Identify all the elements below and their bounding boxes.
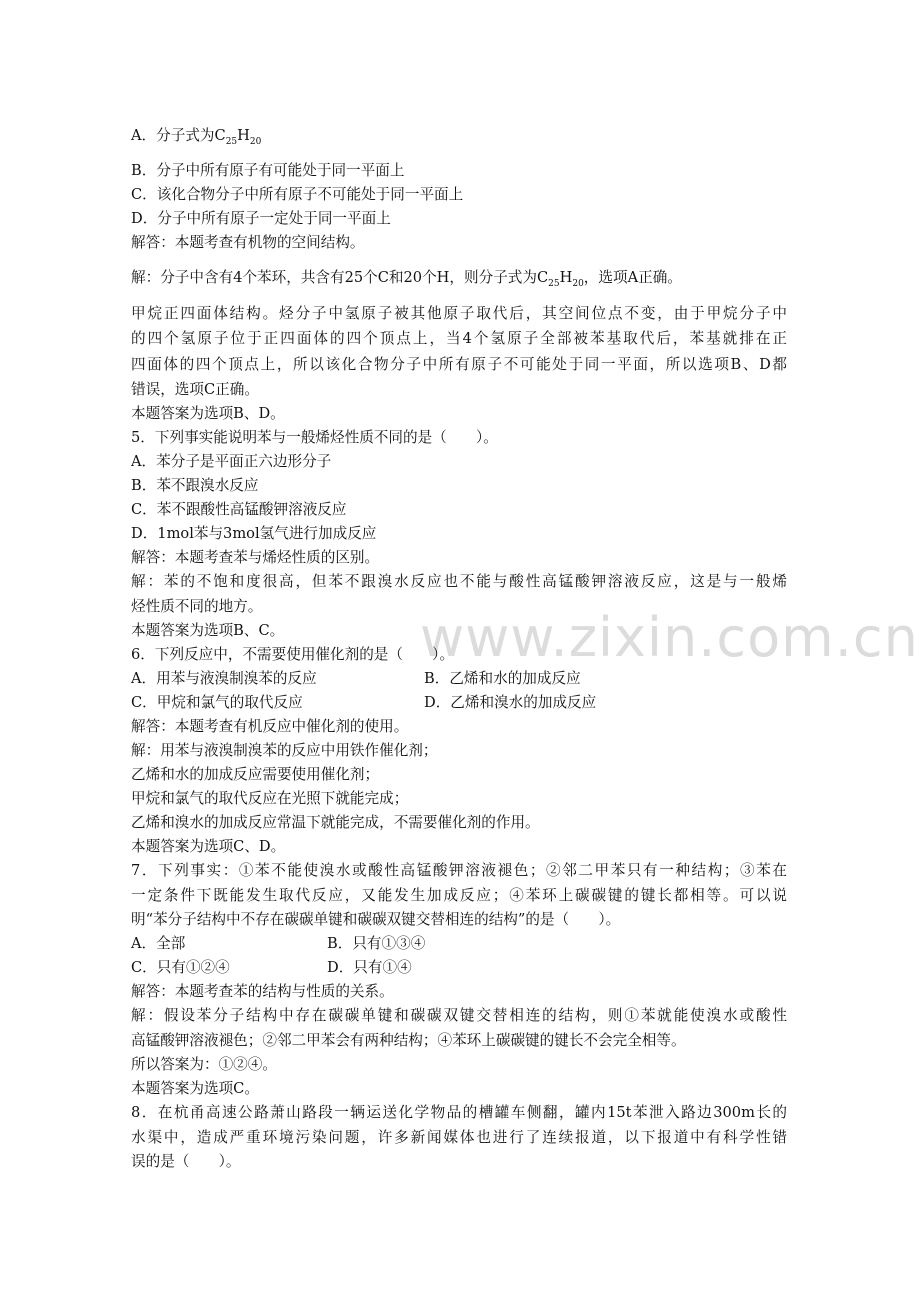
option-b: B．苯不跟溴水反应 <box>131 477 259 494</box>
final-answer: 本题答案为选项C、D。 <box>131 838 286 855</box>
solution-line: 解：假设苯分子结构中存在碳碳单键和碳碳双键交替相连的结构，则①苯就能使溴水或酸性 <box>131 1007 787 1024</box>
solution-line: 解：用苯与液溴制溴苯的反应中用铁作催化剂； <box>131 742 438 759</box>
option-d: D．1mol苯与3mol氢气进行加成反应 <box>131 525 377 542</box>
answer-analysis: 解答：本题考查有机物的空间结构。 <box>131 234 365 251</box>
question-6: 6．下列反应中，不需要使用催化剂的是（ ）。 <box>131 646 455 663</box>
option-c: C．苯不跟酸性高锰酸钾溶液反应 <box>131 501 347 518</box>
option-c: C．该化合物分子中所有原子不可能处于同一平面上 <box>131 186 464 203</box>
solution-line: 解：苯的不饱和度很高，但苯不跟溴水反应也不能与酸性高锰酸钾溶液反应，这是与一般烯 <box>131 573 787 590</box>
answer-analysis: 解答：本题考查苯的结构与性质的关系。 <box>131 983 394 1000</box>
answer-analysis: 解答：本题考查有机反应中催化剂的使用。 <box>131 718 409 735</box>
question-8-cont: 水渠中，造成严重环境污染问题，许多新闻媒体也进行了连续报道，以下报道中有科学性错 <box>131 1129 787 1146</box>
watermark: www.zixin.com.cn <box>420 606 919 669</box>
solution-line: 烃性质不同的地方。 <box>131 598 263 615</box>
question-7-cont: 一定条件下既能发生取代反应，又能发生加成反应；④苯环上碳碳键的键长都相等。可以说 <box>131 887 787 904</box>
option-c: C．只有①②④ <box>131 959 230 976</box>
explanation-line: 四面体的四个顶点上，所以该化合物分子中所有原子不可能处于同一平面，所以选项B、D都 <box>131 356 787 373</box>
option-a: A．全部 <box>131 935 186 952</box>
option-b: B．乙烯和水的加成反应 <box>424 670 581 687</box>
option-a-formula: A．分子式为$C_{25}H_{20}$ <box>131 127 262 147</box>
solution-line: 高锰酸钾溶液褪色；②邻二甲苯会有两种结构；④苯环上碳碳键的键长不会完全相等。 <box>131 1032 686 1049</box>
explanation-line: 错误，选项C正确。 <box>131 381 259 398</box>
question-8: 8．在杭甬高速公路萧山路段一辆运送化学物品的槽罐车侧翻，罐内15t苯泄入路边300m长的 <box>131 1104 787 1121</box>
explanation-line: 甲烷正四面体结构。烃分子中氢原子被其他原子取代后，其空间位点不变，由于甲烷分子中 <box>131 305 787 322</box>
solution-line: 所以答案为：①②④。 <box>131 1056 277 1073</box>
final-answer: 本题答案为选项B、C。 <box>131 622 285 639</box>
option-a: A．苯分子是平面正六边形分子 <box>131 453 332 470</box>
solution-line: 甲烷和氯气的取代反应在光照下就能完成； <box>131 790 409 807</box>
option-b: B．分子中所有原子有可能处于同一平面上 <box>131 162 405 179</box>
question-5: 5．下列事实能说明苯与一般烯烃性质不同的是（ ）。 <box>131 429 498 446</box>
solution-line: 乙烯和水的加成反应需要使用催化剂； <box>131 766 380 783</box>
answer-analysis: 解答：本题考查苯与烯烃性质的区别。 <box>131 549 380 566</box>
option-d: D．乙烯和溴水的加成反应 <box>424 694 597 711</box>
option-c: C．甲烷和氯气的取代反应 <box>131 694 303 711</box>
option-d: D．只有①④ <box>327 959 412 976</box>
final-answer: 本题答案为选项B、D。 <box>131 405 285 422</box>
solution-line: 解：分子中含有4个苯环，共含有25个C和20个H，则分子式为$C_{25}H_{20}$，选项A正确。 <box>131 269 682 289</box>
explanation-line: 的四个氢原子位于正四面体的四个顶点上，当4个氢原子全部被苯基取代后，苯基就排在正 <box>131 330 787 347</box>
option-a: A．用苯与液溴制溴苯的反应 <box>131 670 317 687</box>
question-7-cont: 明“苯分子结构中不存在碳碳单键和碳碳双键交替相连的结构”的是（ ）。 <box>131 911 621 928</box>
final-answer: 本题答案为选项C。 <box>131 1080 259 1097</box>
solution-line: 乙烯和溴水的加成反应常温下就能完成，不需要催化剂的作用。 <box>131 814 540 831</box>
option-b: B．只有①③④ <box>327 935 426 952</box>
question-8-cont: 误的是（ ）。 <box>131 1153 241 1170</box>
option-d: D．分子中所有原子一定处于同一平面上 <box>131 210 391 227</box>
question-7: 7．下列事实：①苯不能使溴水或酸性高锰酸钾溶液褪色；②邻二甲苯只有一种结构；③苯在 <box>131 862 787 879</box>
